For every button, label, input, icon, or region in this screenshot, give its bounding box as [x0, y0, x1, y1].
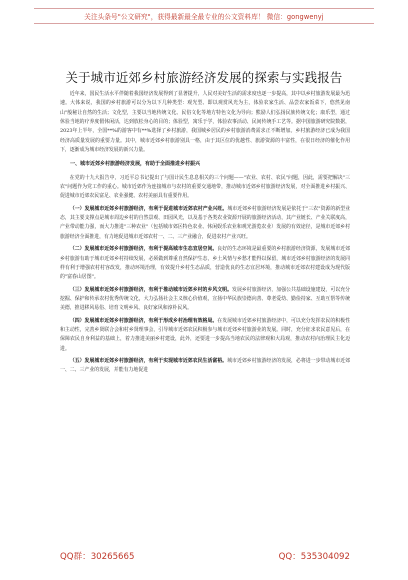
- point-3-label: （三）发展城市近郊乡村旅游经济，有利于推动城市近郊乡村的乡风文明。: [69, 286, 233, 293]
- point-4-label: （四）发展城市近郊乡村旅游经济，有利于形成乡村治理有效格局。: [69, 317, 218, 324]
- section-1-point-5: [60, 357, 350, 376]
- section-1-point-3: [60, 286, 350, 314]
- contact-footer: [60, 548, 350, 564]
- promo-banner: [34, 8, 374, 24]
- point-3-text: 发展乡村旅游经济，加强公共基础设施建设，可以充分挖掘、保护和传承农村优秀传统文化，大力弘扬社会主义核心价值观，宣扬中华民族崇德向善、尊老爱幼、勤俭持家、互助互帮等传统美德，推进移风易俗、培育文明乡风、良好家风和淳朴民风。: [60, 286, 350, 312]
- promo-banner-text: 关注头条号"公文研究"，获得最新最全最专业的公文资料库！ 微信：gongwenyj: [84, 13, 324, 21]
- section-1-intro: 在党的十九大报告中，习近平总书记提出了与国计民生息息相关的三个问题——"农业、农村、农民"问题，因此，需要把解决"三农"问题作为党工作的重心。城市近郊作为连接城市与农村的重要交通地带，推动城市近郊乡村旅游经济发展，对全面推进乡村振兴、促进城市近郊农民富足、农业强健、农村美丽具有重要作用。: [60, 174, 350, 200]
- point-1-label: （一）发展城市近郊乡村旅游经济，有利于促进城市近郊农村产业兴旺。: [69, 205, 228, 212]
- document-body: [60, 90, 350, 376]
- qq-number: QQ：535304092: [278, 552, 350, 562]
- section-1-point-1: [60, 205, 350, 242]
- section-heading-1: 一、城市近郊乡村旅游经济发展，有助于全面推进乡村振兴: [70, 161, 201, 168]
- section-1-point-4: [60, 317, 350, 354]
- section-1-point-2: [60, 245, 350, 282]
- point-5-label: （五）发展城市近郊乡村旅游经济，有利于实现城市近郊农民生活富裕。: [69, 357, 228, 364]
- qq-group-number: QQ群：30265665: [60, 552, 135, 562]
- point-2-label: （二）发展城市近郊乡村旅游经济，有利于提高城市生态宜居空间。: [69, 246, 218, 253]
- point-4-text: 在发展城市近郊乡村旅游经济中，可以充分发挥农民的积极性和主动性，完善乡贤联合会和村乡贤理事会，引导城市近郊农民积极参与城市近郊乡村旅游业的发展。同时，充分征求农民意见后，在保障农民自身利益的基础上，着力推进美丽乡村建设，此外，还要进一步提高当地农民的法律观和大局观，推动农村向治理民主化迈进。: [60, 317, 350, 352]
- point-1-text: 城市近郊乡村旅游经济发展是依托于"三农"资源的新型业态，其主要支撑点是城市周边乡村的自然景观、田园风光，以及基于各类农业资源开展的旅游经济活动，其产业链长、产业关联度高，产业带动能力强，而大力推进"三种农业"（包括城市郊区特色农业、休闲娱乐农业和观光游览农业）发展的有效途径，是城市近郊乡村旅游经济全面推进，有力地促进城市近郊农村一、二、三产业融合，促进农村产业兴旺。: [60, 205, 350, 240]
- intro-paragraph: 近年来，国民生活水平伴随着我国经济发展得到了显著提升，人民对美好生活的需求度也逐一步提高，其中以乡村旅游发展最为迅速。大体来说，我国的乡村旅游可以分为以下几种类型：观光型、即以观赏风光为主，体验农家生活、品尝农家饭菜下，悠然见南山"般秘让自然的生活；文化型，主要以当地传统文化、民俗文化等地方特色文化为导向；熊励人们弘扬民族传统文化；康乐型，通过休验当地的疗养度假休闲活，达到放松身心的目的；体验型，寓乐于学，体验农事活动、民间传统手工艺等。据中国旅游研究院数据，2023年上半年，全国**%的游客中有**%选择了乡村旅游，我国城乡居民的乡村旅游消费需求正不断增加。乡村旅游经济已成为我国经济高质量发展的重要力量。其中，城市近郊乡村旅游别具一格，由于其区位的优越性、旅游资源的丰富性，在很日经济的催化作用下，逐渐成为城市经济发展的新兴力量。: [60, 91, 350, 154]
- point-5-text: 城市近郊乡村旅游经济的发展，必将进一步带动城市近郊一、二、三产业的发展，并能有力地促进: [60, 357, 350, 374]
- document-title: 关于城市近郊乡村旅游经济发展的探索与实践报告: [65, 70, 343, 85]
- point-2-text: 良好的生态环境是最重要的乡村旅游经济资源，发展城市近郊乡村旅游有助于城市近郊乡村持续发展，必须做到尊重自然保护生态，乡土风情与乡愁才能得以保留，城市近郊乡村旅游经济的发展同样有利于增强农村村容改发，推动环境治理，有效提升乡村生态品质，营造优良的生态宜居环境，推动城市近郊农村建设成为现代版的"富春山居图"。: [60, 246, 350, 281]
